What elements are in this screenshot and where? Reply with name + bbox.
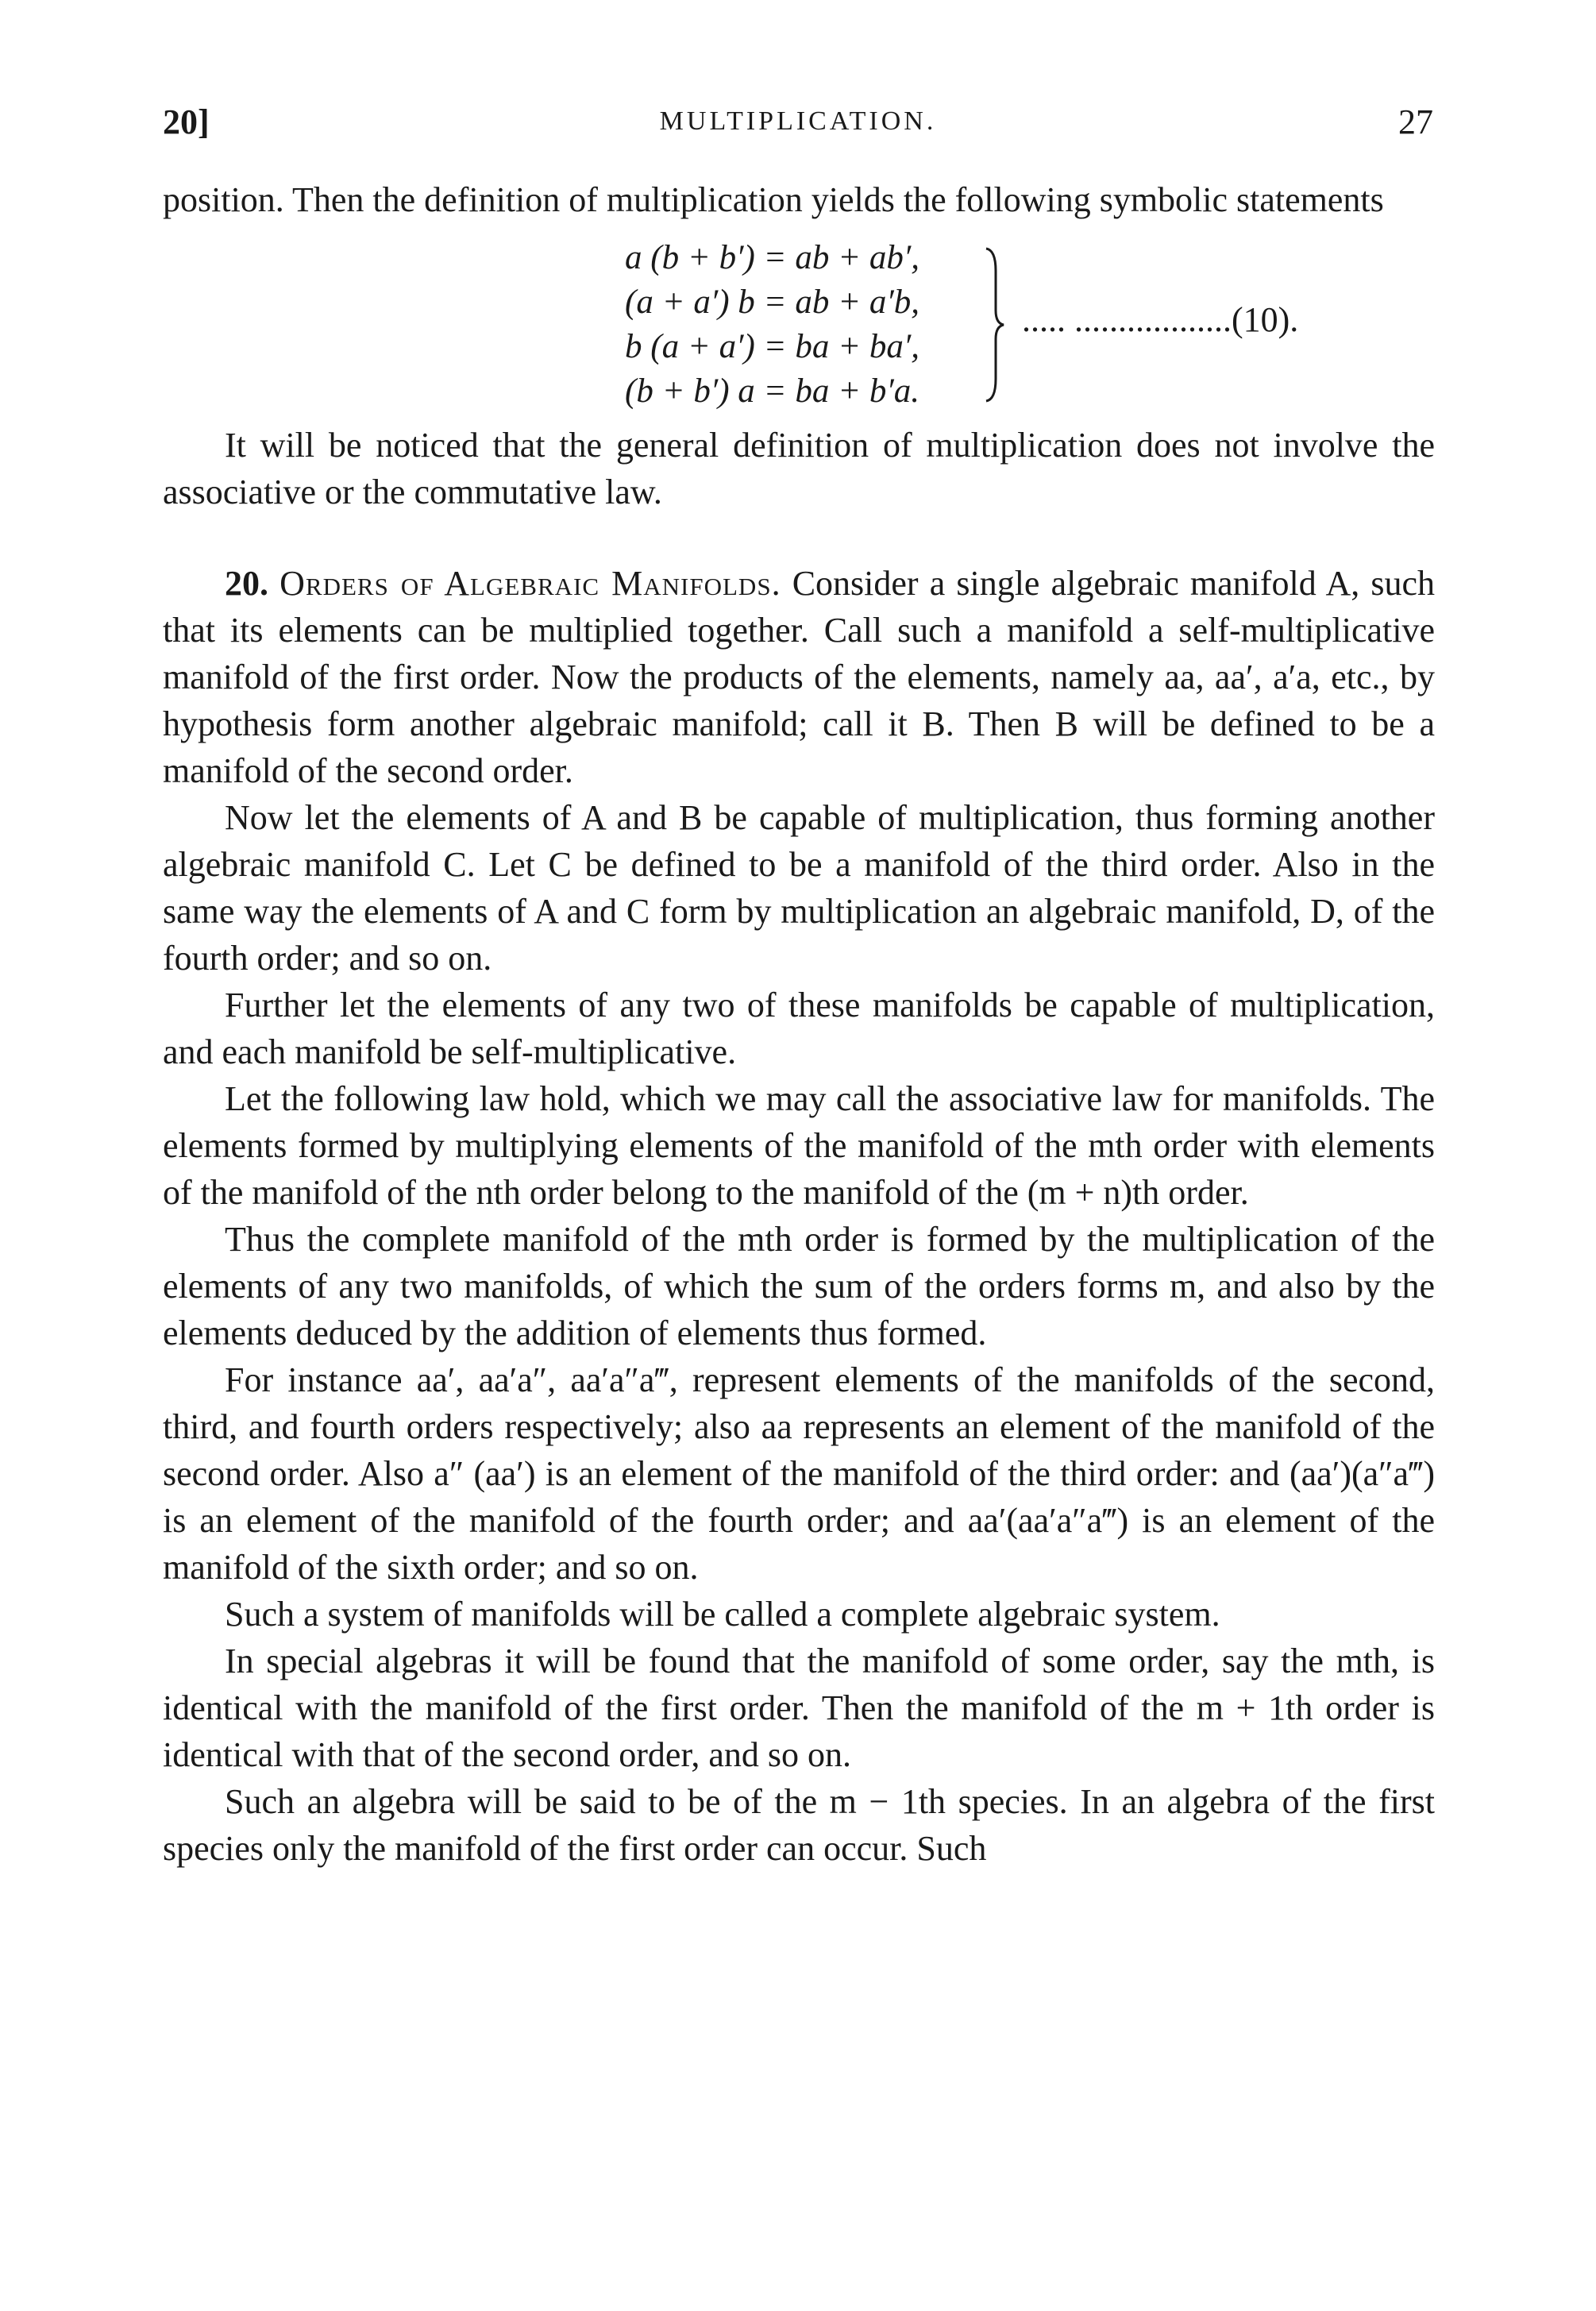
paragraph-1: Now let the elements of A and B be capable of multiplication, thus forming another algebraic manifold C. Let C be defined to be a manifold of the third order. Also in the same way the elements of A and C form by multiplication an algebraic manifold, D, of the fourth order; and so on. [163, 798, 1435, 978]
header-title: MULTIPLICATION. [659, 106, 937, 136]
section-20-text: Consider a single algebraic manifold A, such that its elements can be multiplied together. Call such a manifold a self-multiplicative manifold of the first order. Now the products of the elements, namely aa, aa′, a′a, etc., by hypothesis form another algebraic manifold; call it B. Then B will be defined to be a manifold of the second order. [163, 564, 1436, 790]
paragraph-3: Let the following law hold, which we may call the associative law for manifolds. The elements formed by multiplying elements of the manifold of the mth order with elements of the manifold of the nth order belong to the manifold of the (m + n)th order. [163, 1079, 1435, 1212]
equation-4: (b + b′) a = ba + b′a. [625, 372, 920, 410]
paragraph-2: Further let the elements of any two of these manifolds be capable of multiplication, and each manifold be self-multiplicative. [163, 986, 1435, 1071]
paragraph-5: For instance aa′, aa′a″, aa′a″a‴, represent elements of the manifolds of the second, third, and fourth orders respectively; also aa represents an element of the manifold of the second order. Also a″ (aa′) is an element of the manifold of the third order: and (aa′)(a″a‴) is an element of the manifold of the fourth order; and aa′(aa′a″a‴) is an element of the manifold of the sixth order; and so on. [163, 1360, 1435, 1587]
paragraph-6: Such a system of manifolds will be called a complete algebraic system. [225, 1595, 1220, 1634]
paragraph-7: In special algebras it will be found that the manifold of some order, say the mth, is identical with the manifold of the first order. Then the manifold of the m + 1th order is identical with that of the second order, and so on. [163, 1642, 1435, 1774]
equation-3: b (a + a′) = ba + ba′, [625, 328, 920, 365]
equation-number: ..... ..................(10). [1022, 300, 1299, 339]
equation-list [625, 234, 919, 412]
running-header [163, 102, 1433, 149]
equation-block [163, 223, 1435, 422]
page-body [163, 176, 1435, 1872]
paragraph-4: Thus the complete manifold of the mth order is formed by the multiplication of the elements of any two manifolds, of which the sum of the orders forms m, and also by the elements deduced by the addition of elements thus formed. [163, 1220, 1435, 1352]
page-number: 27 [1398, 102, 1433, 141]
equation-2: (a + a′) b = ab + a′b, [625, 284, 920, 321]
equation-1: a (b + b′) = ab + ab′, [625, 239, 920, 276]
paragraph-8: Such an algebra will be said to be of the m − 1th species. In an algebra of the first species only the manifold of the first order can occur. Such [163, 1782, 1435, 1868]
section-title: Orders of Algebraic Manifolds. [279, 564, 781, 603]
section-number: 20. [225, 564, 268, 603]
section-20-paragraph [163, 560, 1435, 794]
right-brace-icon [985, 247, 1005, 403]
intro-paragraph: position. Then the definition of multiplication yields the following symbolic statements [163, 180, 1384, 219]
paragraph-associative-note: It will be noticed that the general definition of multiplication does not involve the associative or the commutative law. [163, 426, 1435, 511]
header-section-ref: 20] [163, 102, 210, 141]
